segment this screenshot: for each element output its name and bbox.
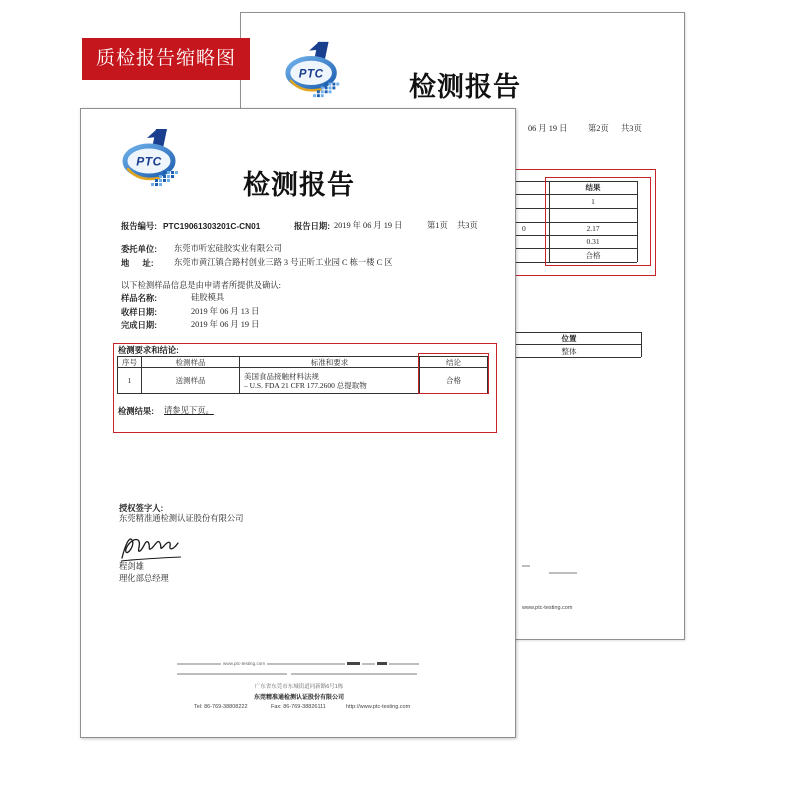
client-name: 东莞市听宏硅胶实业有限公司	[174, 244, 282, 253]
table-rule	[641, 332, 642, 357]
location-cell: 整体	[561, 347, 577, 356]
table-cell-fragment: 0	[522, 224, 526, 233]
company-name: 东莞精准通检测认证股份有限公司	[119, 514, 244, 523]
table-header-cell: 序号	[118, 357, 142, 368]
table-rule	[503, 344, 641, 345]
table-rule	[503, 332, 641, 333]
received-date: 2019 年 06 月 13 日	[191, 307, 260, 316]
standard-line: 美国食品接触材料法规	[244, 371, 319, 381]
page-number: 第2页	[588, 124, 609, 133]
table-header-cell: 标准和要求	[240, 357, 420, 368]
report-date: 2019 年 06 月 19 日	[334, 221, 403, 230]
fine-print-line	[291, 673, 417, 675]
fine-print-line	[267, 663, 345, 665]
results-cell: 合格	[585, 251, 601, 260]
report-page-1	[80, 108, 516, 738]
table-cell-conclusion: 合格	[420, 368, 488, 394]
table-rule	[503, 357, 641, 358]
test-result-label: 检测结果:	[118, 406, 154, 416]
highlight-frame-verdict	[418, 353, 489, 394]
completed-date: 2019 年 06 月 19 日	[191, 320, 260, 329]
results-cell: 2.17	[586, 224, 600, 233]
table-header-cell: 结论	[420, 357, 488, 368]
signer-heading: 授权签字人:	[119, 503, 164, 513]
report-date-fragment: 06 月 19 日	[528, 124, 568, 133]
fine-print-url: www.ptc-testing.com	[223, 661, 266, 666]
signer-name: 程剑雄	[119, 562, 144, 571]
ptc-logo	[284, 39, 346, 101]
fine-print-emphasis	[347, 662, 360, 665]
logo-numeral-flag	[309, 42, 320, 51]
ptc-logo-graphic	[284, 39, 346, 101]
fine-print-line	[177, 663, 221, 665]
signature-graphic	[119, 528, 183, 566]
logo-numeral-flag	[147, 129, 158, 138]
footer-website: http://www.ptc-testing.com	[346, 704, 411, 710]
table-header-cell: 检测样品	[142, 357, 240, 368]
page-title: 检测报告	[409, 72, 521, 102]
report-number: PTC19061303201C-CN01	[163, 221, 261, 231]
handwritten-signature	[119, 528, 183, 566]
page-total: 共3页	[621, 124, 642, 133]
table-cell-number: 1	[118, 368, 142, 394]
footer-tel: Tel: 86-769-38808222	[194, 704, 248, 710]
fine-print-line	[362, 663, 375, 665]
signer-title: 理化部总经理	[119, 574, 169, 583]
location-header: 位置	[561, 334, 577, 343]
results-cell: 0.31	[586, 237, 600, 246]
completed-date-label: 完成日期:	[121, 320, 157, 330]
website-footer: www.ptc-testing.com	[522, 605, 573, 611]
sample-intro: 以下检测样品信息是由申请者所提供及确认:	[121, 281, 281, 290]
page-total: 共3页	[457, 221, 478, 230]
page-title: 检测报告	[243, 170, 355, 200]
footer-address: 广东省东莞市东城街道同新路6号1栋	[254, 684, 344, 690]
thumbnail-badge: 质检报告缩略图	[82, 38, 250, 80]
logo-text: PTC	[136, 154, 162, 169]
address-label: 地 址:	[121, 258, 154, 268]
results-header: 结果	[585, 183, 601, 192]
standard-line: – U.S. FDA 21 CFR 177.2600 总提取物	[244, 380, 367, 390]
fine-print-line	[177, 673, 287, 675]
sample-name-label: 样品名称:	[121, 293, 157, 303]
logo-text: PTC	[298, 67, 324, 81]
fine-print-emphasis	[377, 662, 387, 665]
client-address: 东莞市黄江镇合路村创业三路 3 号正昕工业园 C 栋一楼 C 区	[174, 258, 393, 267]
client-label: 委托单位:	[121, 244, 157, 254]
test-result-text: 请参见下页。	[164, 406, 214, 415]
footer-fax: Fax: 86-769-38826111	[271, 704, 326, 710]
table-cell-standard	[240, 368, 420, 394]
fine-print-mark	[549, 572, 577, 574]
received-date-label: 收样日期:	[121, 307, 157, 317]
page-number: 第1页	[427, 221, 448, 230]
report-date-label: 报告日期:	[294, 221, 330, 231]
table-cell-sample: 送测样品	[142, 368, 240, 394]
results-cell: 1	[591, 197, 595, 206]
conclusion-heading: 检测要求和结论:	[118, 345, 179, 355]
fine-print-mark	[522, 565, 530, 567]
sample-name: 硅胶模具	[191, 293, 225, 302]
report-number-label: 报告编号:	[121, 221, 157, 231]
fine-print-line	[389, 663, 419, 665]
footer-company: 东莞精准通检测认证股份有限公司	[253, 695, 344, 701]
